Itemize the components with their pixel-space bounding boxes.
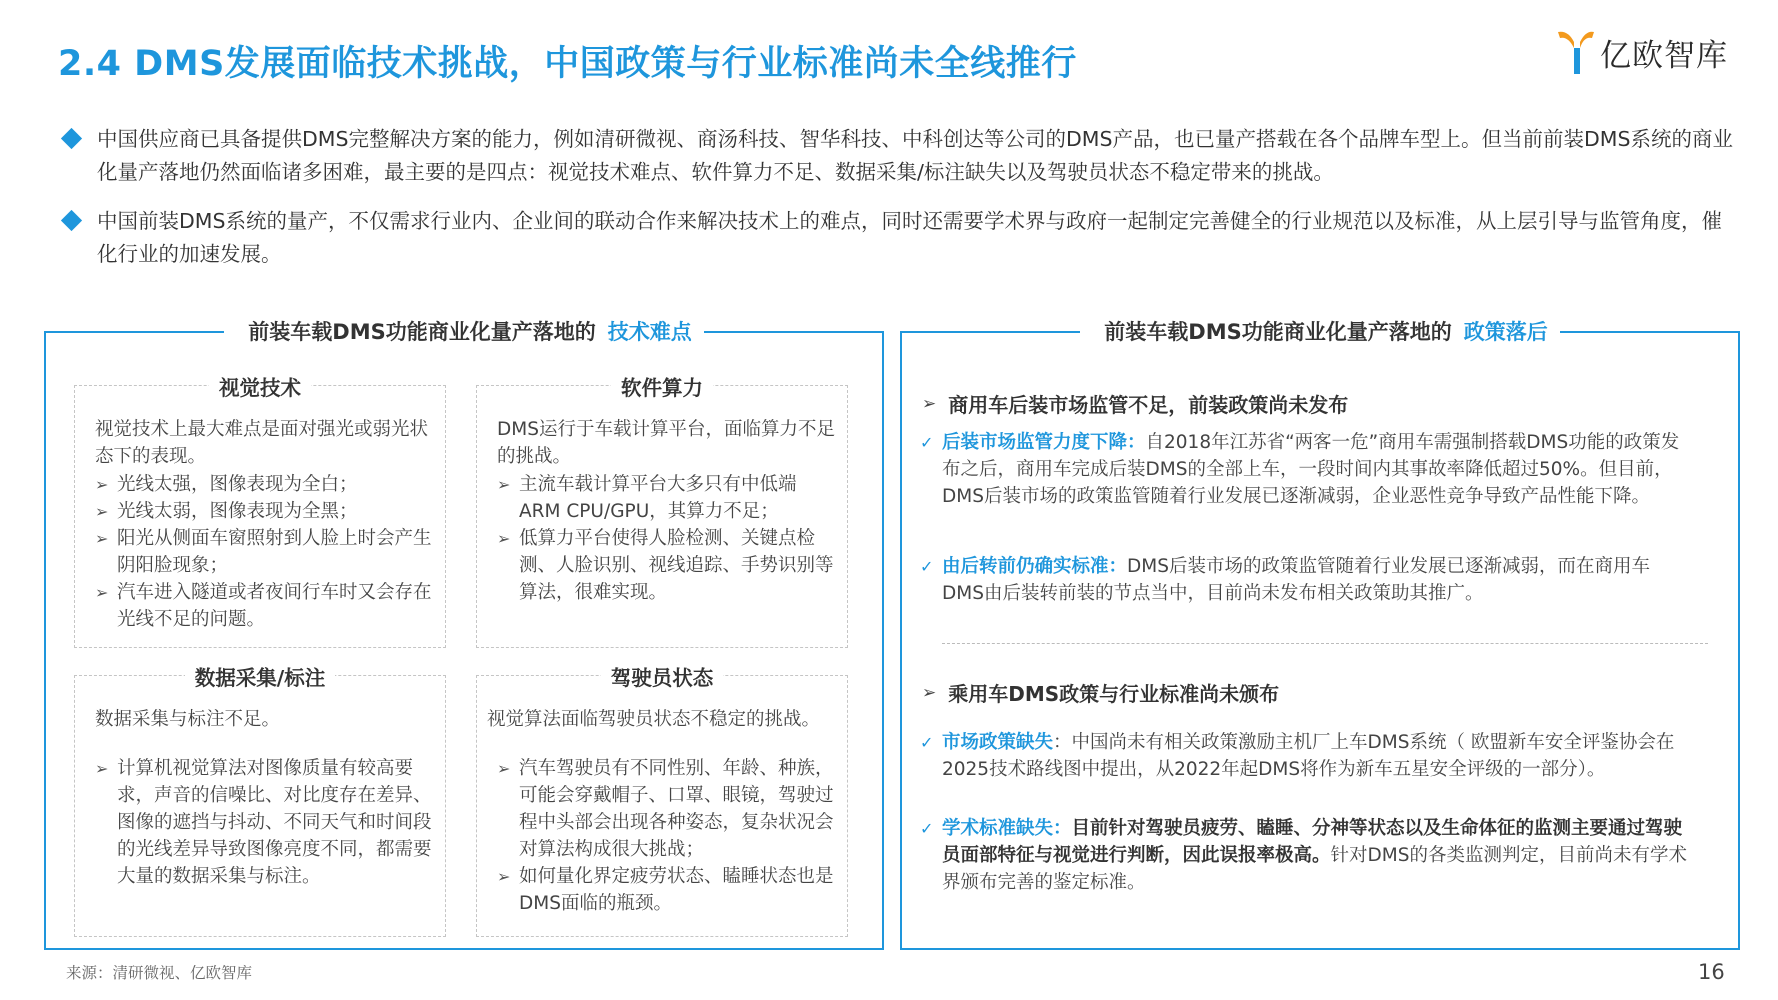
list-item: ➢ 光线太弱，图像表现为全黑； (95, 498, 433, 525)
check-icon: ✓ (920, 433, 934, 452)
policy-item: ✓ 市场政策缺失：中国尚未有相关政策激励主机厂上车DMS系统（ 欧盟新车安全评鉴协会在2025技术路线图中提出，从2022年起DMS将作为新车五星安全评级的一部分）。 (920, 729, 1690, 783)
policy-lag-panel (900, 320, 1740, 950)
chevron-right-icon: ➢ (922, 393, 937, 414)
card-title: 驾驶员状态 (601, 666, 724, 690)
check-icon: ✓ (920, 557, 934, 576)
chevron-right-icon: ➢ (95, 529, 109, 548)
card-driver-state (476, 666, 848, 937)
check-icon: ✓ (920, 819, 934, 838)
chevron-right-icon: ➢ (95, 475, 109, 494)
policy-item: ✓ 由后转前仍确实标准：DMS后装市场的政策监管随着行业发展已逐渐减弱，而在商用车DMS由后装转前装的节点当中，目前尚未发布相关政策助其推广。 (920, 553, 1690, 607)
card-data-annotation (74, 666, 446, 937)
diamond-bullet-icon (61, 210, 82, 231)
policy-item: ✓ 学术标准缺失：目前针对驾驶员疲劳、瞌睡、分神等状态以及生命体征的监测主要通过驾驶员面部特征与视觉进行判断，因此误报率极高。针对DMS的各类监测判定，目前尚未有学术界颁布完善的鉴定标准。 (920, 815, 1690, 896)
technical-difficulties-panel (44, 320, 884, 950)
intro-list (58, 123, 1738, 287)
intro-text: 中国前装DMS系统的量产，不仅需求行业内、企业间的联动合作来解决技术上的难点，同时还需要学术界与政府一起制定完善健全的行业规范以及标准，从上层引导与监管角度，催化行业的加速发展。 (97, 209, 1722, 266)
card-title: 软件算力 (611, 376, 713, 400)
chevron-right-icon: ➢ (497, 529, 511, 548)
diamond-bullet-icon (61, 128, 82, 149)
list-item: ➢ 主流车载计算平台大多只有中低端ARM CPU/GPU，其算力不足； (497, 471, 835, 525)
panel-title-highlight: 政策落后 (1463, 320, 1548, 344)
chevron-right-icon: ➢ (95, 583, 109, 602)
chevron-right-icon: ➢ (95, 502, 109, 521)
check-icon: ✓ (920, 733, 934, 752)
chevron-right-icon: ➢ (497, 759, 511, 778)
chevron-right-icon: ➢ (922, 682, 937, 703)
card-lead: 数据采集与标注不足。 (95, 709, 281, 730)
intro-item (58, 205, 1738, 271)
section-heading: ➢ 乘用车DMS政策与行业标准尚未颁布 (922, 682, 1280, 706)
card-visual-tech (74, 376, 446, 648)
panel-title (902, 316, 1738, 346)
policy-item: ✓ 后装市场监管力度下降：自2018年江苏省“两客一危”商用车需强制搭载DMS功能的政策发布之后，商用车完成后装DMS的全部上车，一段时间内其事故率降低超过50%。但目前，DMS后装市场的政策监管随着行业发展已逐渐减弱，企业恶性竞争导致产品性能下降。 (920, 429, 1690, 510)
divider (942, 643, 1708, 644)
source-note: 来源：清研微视、亿欧智库 (66, 964, 253, 982)
list-item: ➢ 汽车进入隧道或者夜间行车时又会存在光线不足的问题。 (95, 579, 433, 633)
chevron-right-icon: ➢ (95, 759, 109, 778)
card-lead: 视觉算法面临驾驶员状态不稳定的挑战。 (487, 709, 821, 730)
panel-title (46, 316, 882, 346)
list-item: ➢ 计算机视觉算法对图像质量有较高要求，声音的信噪比、对比度存在差异、图像的遮挡与抖动、不同天气和时间段的光线差异导致图像亮度不同，都需要大量的数据采集与标注。 (95, 755, 433, 890)
chevron-right-icon: ➢ (497, 867, 511, 886)
intro-item (58, 123, 1738, 189)
chevron-right-icon: ➢ (497, 475, 511, 494)
logo (1556, 26, 1728, 78)
list-item: ➢ 光线太强，图像表现为全白； (95, 471, 433, 498)
panel-title-prefix: 前装车载DMS功能商业化量产落地的 (1092, 320, 1463, 344)
card-title: 数据采集/标注 (185, 666, 336, 690)
page-number: 16 (1698, 960, 1725, 984)
list-item: ➢ 阳光从侧面车窗照射到人脸上时会产生阴阳脸现象； (95, 525, 433, 579)
logo-text: 亿欧智库 (1600, 37, 1728, 74)
card-title: 视觉技术 (209, 376, 311, 400)
panel-title-highlight: 技术难点 (607, 320, 692, 344)
list-item: ➢ 如何量化界定疲劳状态、瞌睡状态也是DMS面临的瓶颈。 (487, 863, 835, 917)
list-item: ➢ 低算力平台使得人脸检测、关键点检测、人脸识别、视线追踪、手势识别等算法，很难实现。 (497, 525, 835, 606)
logo-mark-icon (1556, 26, 1596, 78)
card-software-compute (476, 376, 848, 648)
card-lead: DMS运行于车载计算平台，面临算力不足的挑战。 (497, 419, 835, 467)
page-title: 2.4 DMS发展面临技术挑战，中国政策与行业标准尚未全线推行 (58, 44, 1077, 84)
section-heading: ➢ 商用车后装市场监管不足，前装政策尚未发布 (922, 393, 1349, 417)
intro-text: 中国供应商已具备提供DMS完整解决方案的能力，例如清研微视、商汤科技、智华科技、中科创达等公司的DMS产品，也已量产搭载在各个品牌车型上。但当前前装DMS系统的商业化量产落地仍然面临诸多困难，最主要的是四点：视觉技术难点、软件算力不足、数据采集/标注缺失以及驾驶员状态不稳定带来的挑战。 (97, 127, 1733, 184)
list-item: ➢ 汽车驾驶员有不同性别、年龄、种族，可能会穿戴帽子、口罩、眼镜，驾驶过程中头部会出现各种姿态，复杂状况会对算法构成很大挑战； (487, 755, 835, 863)
card-lead: 视觉技术上最大难点是面对强光或弱光状态下的表现。 (95, 419, 429, 467)
panel-title-prefix: 前装车载DMS功能商业化量产落地的 (236, 320, 607, 344)
